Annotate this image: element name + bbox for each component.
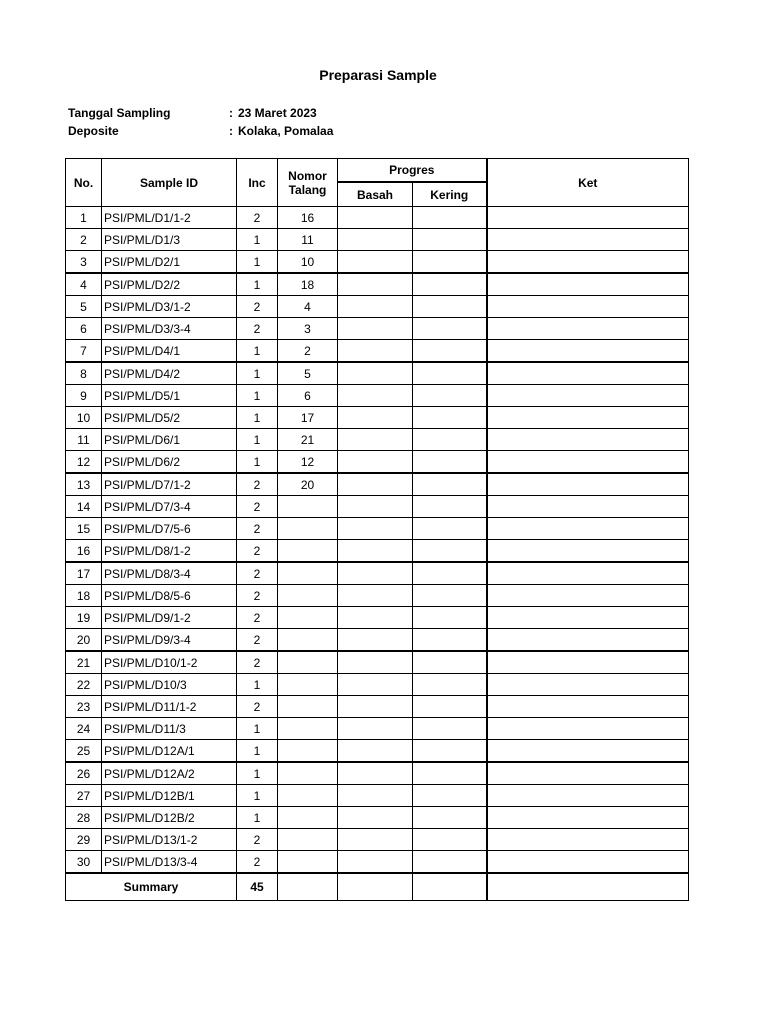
no-cell: 15	[66, 518, 102, 540]
basah-cell	[338, 296, 413, 318]
meta-tanggal-sampling	[68, 106, 317, 120]
no-cell: 9	[66, 385, 102, 407]
table-row	[66, 473, 689, 496]
sample-id-cell: PSI/PML/D1/1-2	[102, 207, 237, 229]
inc-cell: 2	[237, 829, 278, 851]
kering-cell	[413, 651, 487, 674]
basah-cell	[338, 785, 413, 807]
ket-cell	[487, 251, 689, 274]
kering-cell	[413, 429, 487, 451]
sample-id-cell: PSI/PML/D2/1	[102, 251, 237, 274]
inc-cell: 1	[237, 762, 278, 785]
colon: :	[229, 106, 233, 120]
inc-cell: 2	[237, 518, 278, 540]
basah-cell	[338, 762, 413, 785]
sample-id-cell: PSI/PML/D12A/1	[102, 740, 237, 763]
table-row	[66, 651, 689, 674]
talang-cell	[278, 807, 338, 829]
ket-cell	[487, 851, 689, 874]
talang-cell: 4	[278, 296, 338, 318]
sample-id-cell: PSI/PML/D4/1	[102, 340, 237, 363]
kering-cell	[413, 718, 487, 740]
header-basah: Basah	[338, 182, 413, 207]
basah-cell	[338, 229, 413, 251]
header-ket: Ket	[487, 159, 689, 207]
inc-cell: 1	[237, 251, 278, 274]
talang-cell	[278, 585, 338, 607]
ket-cell	[487, 451, 689, 474]
no-cell: 5	[66, 296, 102, 318]
inc-cell: 2	[237, 696, 278, 718]
table-row	[66, 696, 689, 718]
no-cell: 6	[66, 318, 102, 340]
sample-id-cell: PSI/PML/D5/2	[102, 407, 237, 429]
ket-cell	[487, 273, 689, 296]
kering-cell	[413, 740, 487, 763]
basah-cell	[338, 451, 413, 474]
deposite-value: Kolaka, Pomalaa	[238, 124, 334, 138]
inc-cell: 1	[237, 229, 278, 251]
talang-cell	[278, 651, 338, 674]
ket-cell	[487, 229, 689, 251]
table-row	[66, 385, 689, 407]
talang-cell	[278, 607, 338, 629]
kering-cell	[413, 696, 487, 718]
ket-cell	[487, 429, 689, 451]
sample-id-cell: PSI/PML/D3/1-2	[102, 296, 237, 318]
inc-cell: 2	[237, 473, 278, 496]
basah-cell	[338, 651, 413, 674]
basah-cell	[338, 362, 413, 385]
ket-cell	[487, 651, 689, 674]
talang-cell: 12	[278, 451, 338, 474]
kering-cell	[413, 451, 487, 474]
sample-id-cell: PSI/PML/D12A/2	[102, 762, 237, 785]
ket-cell	[487, 562, 689, 585]
tanggal-value: 23 Maret 2023	[238, 106, 317, 120]
kering-cell	[413, 785, 487, 807]
table-row	[66, 318, 689, 340]
talang-cell	[278, 540, 338, 563]
inc-cell: 2	[237, 496, 278, 518]
header-progres: Progres	[338, 159, 487, 183]
basah-cell	[338, 562, 413, 585]
no-cell: 29	[66, 829, 102, 851]
no-cell: 19	[66, 607, 102, 629]
ket-cell	[487, 473, 689, 496]
ket-cell	[487, 762, 689, 785]
talang-cell	[278, 629, 338, 652]
sample-id-cell: PSI/PML/D13/1-2	[102, 829, 237, 851]
no-cell: 24	[66, 718, 102, 740]
basah-cell	[338, 718, 413, 740]
inc-cell: 1	[237, 273, 278, 296]
tanggal-label: Tanggal Sampling	[68, 106, 171, 120]
table-row	[66, 585, 689, 607]
talang-cell: 10	[278, 251, 338, 274]
summary-kering-cell	[413, 873, 487, 901]
inc-cell: 1	[237, 718, 278, 740]
basah-cell	[338, 340, 413, 363]
inc-cell: 1	[237, 740, 278, 763]
ket-cell	[487, 407, 689, 429]
inc-cell: 1	[237, 674, 278, 696]
inc-cell: 1	[237, 785, 278, 807]
talang-cell: 3	[278, 318, 338, 340]
inc-cell: 1	[237, 362, 278, 385]
header-nomor: Nomor	[288, 168, 327, 183]
table-row	[66, 407, 689, 429]
talang-cell	[278, 518, 338, 540]
ket-cell	[487, 807, 689, 829]
inc-cell: 2	[237, 207, 278, 229]
talang-cell	[278, 740, 338, 763]
table-row	[66, 229, 689, 251]
kering-cell	[413, 229, 487, 251]
talang-cell	[278, 718, 338, 740]
sample-id-cell: PSI/PML/D1/3	[102, 229, 237, 251]
basah-cell	[338, 807, 413, 829]
basah-cell	[338, 473, 413, 496]
kering-cell	[413, 585, 487, 607]
kering-cell	[413, 496, 487, 518]
no-cell: 23	[66, 696, 102, 718]
basah-cell	[338, 429, 413, 451]
table-row	[66, 785, 689, 807]
kering-cell	[413, 251, 487, 274]
kering-cell	[413, 385, 487, 407]
no-cell: 10	[66, 407, 102, 429]
kering-cell	[413, 829, 487, 851]
inc-cell: 2	[237, 629, 278, 652]
sample-id-cell: PSI/PML/D6/2	[102, 451, 237, 474]
no-cell: 28	[66, 807, 102, 829]
table-row	[66, 629, 689, 652]
talang-cell	[278, 762, 338, 785]
inc-cell: 2	[237, 540, 278, 563]
table-row	[66, 362, 689, 385]
kering-cell	[413, 407, 487, 429]
inc-cell: 1	[237, 407, 278, 429]
no-cell: 22	[66, 674, 102, 696]
sample-id-cell: PSI/PML/D12B/2	[102, 807, 237, 829]
sample-id-cell: PSI/PML/D3/3-4	[102, 318, 237, 340]
inc-cell: 1	[237, 340, 278, 363]
talang-cell	[278, 851, 338, 874]
basah-cell	[338, 740, 413, 763]
no-cell: 30	[66, 851, 102, 874]
ket-cell	[487, 385, 689, 407]
header-no: No.	[66, 159, 102, 207]
ket-cell	[487, 518, 689, 540]
table-row	[66, 540, 689, 563]
table-row	[66, 718, 689, 740]
no-cell: 25	[66, 740, 102, 763]
summary-inc-total: 45	[237, 873, 278, 901]
inc-cell: 1	[237, 451, 278, 474]
talang-cell	[278, 674, 338, 696]
sample-id-cell: PSI/PML/D7/1-2	[102, 473, 237, 496]
inc-cell: 1	[237, 807, 278, 829]
basah-cell	[338, 318, 413, 340]
summary-basah-cell	[338, 873, 413, 901]
kering-cell	[413, 273, 487, 296]
basah-cell	[338, 585, 413, 607]
sample-id-cell: PSI/PML/D4/2	[102, 362, 237, 385]
no-cell: 8	[66, 362, 102, 385]
inc-cell: 2	[237, 607, 278, 629]
table-row	[66, 807, 689, 829]
inc-cell: 1	[237, 429, 278, 451]
basah-cell	[338, 207, 413, 229]
basah-cell	[338, 251, 413, 274]
inc-cell: 2	[237, 585, 278, 607]
inc-cell: 2	[237, 296, 278, 318]
kering-cell	[413, 562, 487, 585]
sample-id-cell: PSI/PML/D7/3-4	[102, 496, 237, 518]
basah-cell	[338, 273, 413, 296]
sample-id-cell: PSI/PML/D10/1-2	[102, 651, 237, 674]
talang-cell: 18	[278, 273, 338, 296]
basah-cell	[338, 829, 413, 851]
header-talang: Talang	[288, 182, 327, 197]
basah-cell	[338, 518, 413, 540]
sample-id-cell: PSI/PML/D11/3	[102, 718, 237, 740]
table-row	[66, 674, 689, 696]
kering-cell	[413, 762, 487, 785]
table-row	[66, 829, 689, 851]
table-row	[66, 518, 689, 540]
no-cell: 1	[66, 207, 102, 229]
kering-cell	[413, 807, 487, 829]
table-row	[66, 562, 689, 585]
basah-cell	[338, 629, 413, 652]
ket-cell	[487, 629, 689, 652]
table-row	[66, 340, 689, 363]
talang-cell: 6	[278, 385, 338, 407]
ket-cell	[487, 362, 689, 385]
talang-cell: 21	[278, 429, 338, 451]
sample-id-cell: PSI/PML/D13/3-4	[102, 851, 237, 874]
basah-cell	[338, 540, 413, 563]
kering-cell	[413, 540, 487, 563]
kering-cell	[413, 362, 487, 385]
ket-cell	[487, 740, 689, 763]
basah-cell	[338, 385, 413, 407]
sample-id-cell: PSI/PML/D6/1	[102, 429, 237, 451]
summary-row	[66, 873, 689, 901]
ket-cell	[487, 207, 689, 229]
ket-cell	[487, 296, 689, 318]
no-cell: 26	[66, 762, 102, 785]
no-cell: 2	[66, 229, 102, 251]
no-cell: 16	[66, 540, 102, 563]
sample-id-cell: PSI/PML/D12B/1	[102, 785, 237, 807]
ket-cell	[487, 696, 689, 718]
table-row	[66, 451, 689, 474]
ket-cell	[487, 585, 689, 607]
table-row	[66, 273, 689, 296]
talang-cell	[278, 496, 338, 518]
kering-cell	[413, 518, 487, 540]
page-title: Preparasi Sample	[319, 67, 437, 83]
no-cell: 7	[66, 340, 102, 363]
talang-cell	[278, 696, 338, 718]
kering-cell	[413, 473, 487, 496]
ket-cell	[487, 540, 689, 563]
talang-cell: 16	[278, 207, 338, 229]
deposite-label: Deposite	[68, 124, 119, 138]
kering-cell	[413, 629, 487, 652]
table-row	[66, 429, 689, 451]
header-nomor-talang	[278, 159, 338, 207]
header-kering: Kering	[413, 182, 487, 207]
ket-cell	[487, 607, 689, 629]
talang-cell: 20	[278, 473, 338, 496]
talang-cell	[278, 829, 338, 851]
inc-cell: 2	[237, 562, 278, 585]
sample-table	[65, 158, 689, 901]
talang-cell: 11	[278, 229, 338, 251]
ket-cell	[487, 340, 689, 363]
ket-cell	[487, 496, 689, 518]
no-cell: 27	[66, 785, 102, 807]
no-cell: 13	[66, 473, 102, 496]
sample-id-cell: PSI/PML/D9/1-2	[102, 607, 237, 629]
no-cell: 17	[66, 562, 102, 585]
no-cell: 3	[66, 251, 102, 274]
inc-cell: 2	[237, 851, 278, 874]
no-cell: 14	[66, 496, 102, 518]
sample-id-cell: PSI/PML/D9/3-4	[102, 629, 237, 652]
talang-cell: 17	[278, 407, 338, 429]
inc-cell: 2	[237, 318, 278, 340]
no-cell: 4	[66, 273, 102, 296]
basah-cell	[338, 607, 413, 629]
inc-cell: 1	[237, 385, 278, 407]
table-row	[66, 607, 689, 629]
sample-id-cell: PSI/PML/D2/2	[102, 273, 237, 296]
ket-cell	[487, 829, 689, 851]
kering-cell	[413, 851, 487, 874]
table-row	[66, 251, 689, 274]
sample-id-cell: PSI/PML/D8/1-2	[102, 540, 237, 563]
no-cell: 20	[66, 629, 102, 652]
sample-id-cell: PSI/PML/D8/5-6	[102, 585, 237, 607]
summary-label: Summary	[66, 873, 237, 901]
talang-cell: 5	[278, 362, 338, 385]
header-inc: Inc	[237, 159, 278, 207]
no-cell: 21	[66, 651, 102, 674]
kering-cell	[413, 607, 487, 629]
ket-cell	[487, 785, 689, 807]
table-row	[66, 296, 689, 318]
header-sample-id: Sample ID	[102, 159, 237, 207]
no-cell: 12	[66, 451, 102, 474]
kering-cell	[413, 207, 487, 229]
basah-cell	[338, 496, 413, 518]
ket-cell	[487, 718, 689, 740]
sample-id-cell: PSI/PML/D7/5-6	[102, 518, 237, 540]
kering-cell	[413, 340, 487, 363]
table-row	[66, 496, 689, 518]
table-row	[66, 740, 689, 763]
summary-ket-cell	[487, 873, 689, 901]
ket-cell	[487, 318, 689, 340]
talang-cell	[278, 785, 338, 807]
sample-id-cell: PSI/PML/D8/3-4	[102, 562, 237, 585]
sample-id-cell: PSI/PML/D10/3	[102, 674, 237, 696]
sample-id-cell: PSI/PML/D5/1	[102, 385, 237, 407]
table-row	[66, 207, 689, 229]
table-row	[66, 762, 689, 785]
colon: :	[229, 124, 233, 138]
ket-cell	[487, 674, 689, 696]
basah-cell	[338, 674, 413, 696]
no-cell: 11	[66, 429, 102, 451]
meta-deposite	[68, 124, 333, 138]
inc-cell: 2	[237, 651, 278, 674]
table-row	[66, 851, 689, 874]
basah-cell	[338, 407, 413, 429]
summary-talang-cell	[278, 873, 338, 901]
talang-cell: 2	[278, 340, 338, 363]
basah-cell	[338, 851, 413, 874]
no-cell: 18	[66, 585, 102, 607]
kering-cell	[413, 674, 487, 696]
kering-cell	[413, 318, 487, 340]
basah-cell	[338, 696, 413, 718]
sample-id-cell: PSI/PML/D11/1-2	[102, 696, 237, 718]
kering-cell	[413, 296, 487, 318]
talang-cell	[278, 562, 338, 585]
